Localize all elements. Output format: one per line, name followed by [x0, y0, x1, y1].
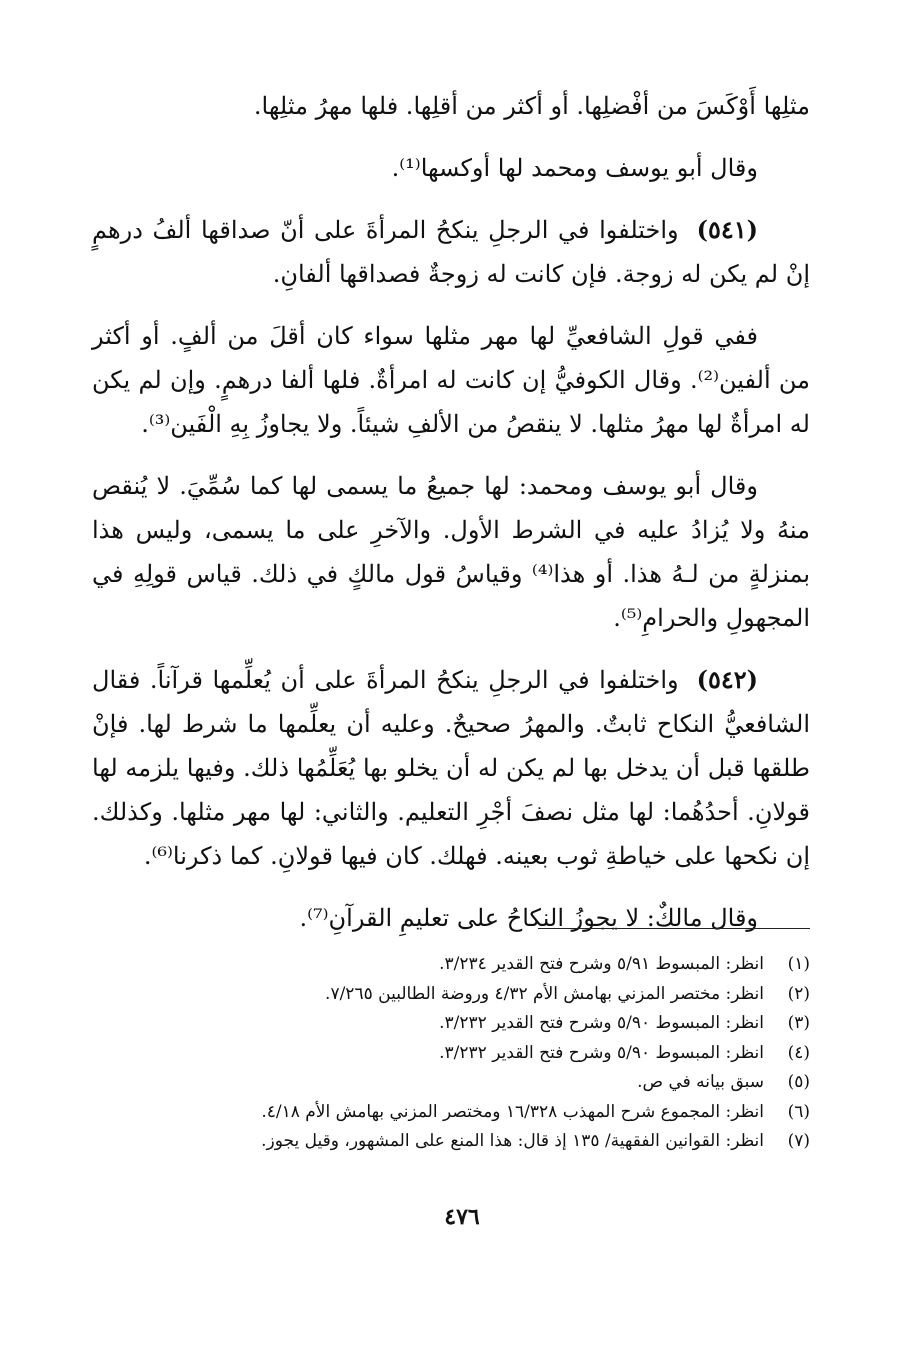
- paragraph-3: [92, 208, 810, 296]
- footnote-item: [150, 1098, 810, 1128]
- paragraph-text: وقال مالكٌ: لا يجوزُ النكاحُ على تعليمِ القرآنِ⁽⁷⁾.: [299, 904, 758, 932]
- footnote-text: سبق بيانه في ص.: [637, 1072, 764, 1092]
- paragraph-7: [92, 896, 810, 940]
- footnote-number: (٤): [787, 1042, 810, 1063]
- footnote-text: انظر: القوانين الفقهية/ ١٣٥ إذ قال: هذا المنع على المشهور، وقيل يجوز.: [261, 1131, 764, 1151]
- footnote-number: (٧): [787, 1131, 810, 1151]
- paragraph-text: وقال أبو يوسف ومحمد: لها جميعُ ما يسمى لها كما سُمِّيَ. لا يُنقص منهُ ولا يُزادُ عليه في الشرط الأول. والآخرِ على ما يسمى، وليس هذا بمنزلةٍ من لـهُ هذا. أو هذا⁽⁴⁾ وقياسُ قول مالكٍ في ذلك. قياس قولِهِ في المجهولِ والحرامِ⁽⁵⁾.: [92, 472, 810, 632]
- footnote-item: [150, 950, 810, 980]
- main-text: [92, 84, 810, 940]
- paragraph-text: ففي قولِ الشافعيِّ لها مهر مثلها سواء كان أقلَ من ألفٍ. أو أكثر من ألفين⁽²⁾. وقال الكوفيُّ إن كانت له امرأةٌ. فلها ألفا درهمٍ. وإن لم يكن له امرأةٌ لها مهرُ مثلها. لا ينقصُ من الألفِ شيئاً. ولا يجاوزُ بِهِ الْفَين⁽³⁾.: [92, 322, 811, 438]
- footnote-item: [150, 1009, 810, 1039]
- page-number: ٤٧٦: [444, 1204, 480, 1230]
- paragraph-4: [92, 314, 810, 446]
- footnote-number: (٢): [787, 983, 810, 1004]
- footnote-text: انظر: مختصر المزني بهامش الأم ٤/٣٢ وروضة الطالبين ٧/٢٦٥.: [325, 983, 764, 1004]
- footnote-number: (١): [787, 954, 810, 974]
- footnote-text: انظر: المجموع شرح المهذب ١٦/٣٢٨ ومختصر المزني بهامش الأم ٤/١٨.: [261, 1101, 764, 1122]
- footnote-divider: [538, 928, 810, 929]
- footnote-item: [150, 980, 810, 1010]
- paragraph-text: واختلفوا في الرجلِ ينكحُ المرأةَ على أن يُعلِّمها قرآناً. فقال الشافعيُّ النكاح ثابتٌ. والمهرُ صحيحٌ. وعليه أن يعلِّمها ما شرط لها. فإنْ طلقها قبل أن يدخل بها لم يكن له أن يخلو بها يُعَلِّمُها ذلك. وفيها يلزمه لها قولانِ. أحدُهُما: لها مثل نصفَ أجْرِ التعليم. والثاني: لها مهر مثلها. وكذلك. إن نكحها على خياطةِ ثوب بعينه. فهلك. كان فيها قولانِ. كما ذكرنا⁽⁶⁾.: [92, 666, 810, 870]
- footnote-item: [150, 1039, 810, 1069]
- footnote-number: (٥): [787, 1072, 810, 1092]
- paragraph-6: [92, 658, 810, 878]
- footnote-item: [150, 1068, 810, 1098]
- issue-number: (٥٤٢): [696, 665, 759, 694]
- footnote-text: انظر: المبسوط ٥/٩١ وشرح فتح القدير ٣/٢٣٤.: [439, 954, 764, 974]
- paragraph-text: وقال أبو يوسف ومحمد لها أوكسها⁽¹⁾.: [391, 154, 758, 182]
- footnote-item: [150, 1127, 810, 1157]
- paragraph-text: مثلِها أَوْكَسَ من أفْضلِها. أو أكثر من أقلِها. فلها مهرُ مثلِها.: [253, 92, 810, 120]
- paragraph-text: واختلفوا في الرجلِ ينكحُ المرأةَ على أنّ صداقها ألفُ درهمٍ إنْ لم يكن له زوجة. فإن كانت له زوجةٌ فصداقها ألفانِ.: [92, 216, 810, 288]
- footnotes: [150, 950, 810, 1157]
- footnote-text: انظر: المبسوط ٥/٩٠ وشرح فتح القدير ٣/٢٣٢.: [439, 1013, 764, 1033]
- paragraph-5: [92, 464, 810, 640]
- paragraph-1: [92, 84, 810, 128]
- footnote-number: (٣): [787, 1013, 810, 1033]
- issue-number: (٥٤١): [696, 215, 758, 244]
- paragraph-2: [92, 146, 810, 190]
- footnote-number: (٦): [787, 1101, 810, 1122]
- footnote-text: انظر: المبسوط ٥/٩٠ وشرح فتح القدير ٣/٢٣٢.: [439, 1042, 764, 1063]
